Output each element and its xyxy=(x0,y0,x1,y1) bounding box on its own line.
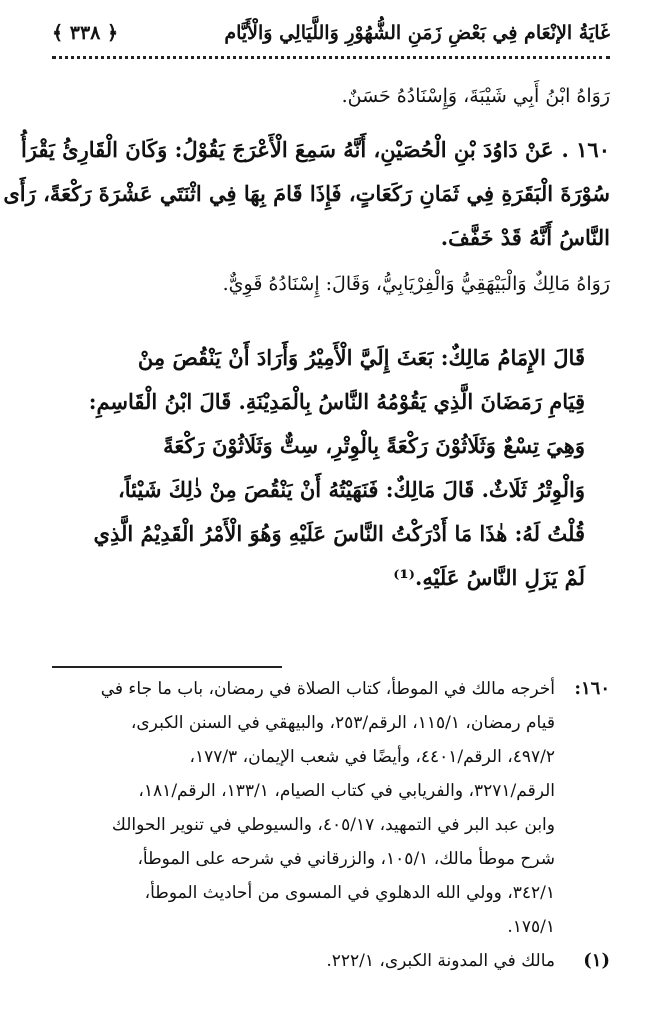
footnote-line: ٤٩٧/٢، الرقم/٤٤٠١، وأيضًا في شعب الإيمان، ١٧٧/٣، xyxy=(189,747,555,767)
attribution-line: رَوَاهُ مَالِكٌ وَالْبَيْهَقِيُّ وَالْفِرْيَابِيُّ، وَقَالَ: إِسْنَادُهُ قَوِيٌّ. xyxy=(222,273,610,295)
footnote-line: شرح موطأ مالك، ١٠٥/١، والزرقاني في شرحه على الموطأ، xyxy=(137,849,555,869)
footnote-line: ٣٤٢/١، وولي الله الدهلوي في المسوى من أحاديث الموطأ، xyxy=(144,883,555,903)
footnote-line: أخرجه مالك في الموطأ، كتاب الصلاة في رمضان، باب ما جاء في xyxy=(100,679,555,699)
page-number: ﴿ ٣٣٨ ﴾ xyxy=(52,22,119,44)
hadith-160 xyxy=(3,128,610,260)
page-header xyxy=(52,14,610,54)
malik-quote xyxy=(62,336,585,600)
footnote-line: وابن عبد البر في التمهيد، ٤٠٥/١٧، والسيوطي في تنوير الحوالك xyxy=(111,815,555,835)
hadith-text: عَنْ دَاوُدَ بْنِ الْحُصَيْنِ، أَنَّهُ سَمِعَ الْأَعْرَجَ يَقُوْلُ: وَكَانَ الْقَارِئُ يَقْرَأُ xyxy=(20,137,554,162)
footnote-marker: ١٦٠: xyxy=(574,678,610,699)
footnote-line: مالك في المدونة الكبرى، ٢٢٢/١. xyxy=(326,951,555,971)
footnote-line: ١٧٥/١. xyxy=(507,917,555,937)
attribution-line: رَوَاهُ ابْنُ أَبِي شَيْبَةَ، وَإِسْنَادُهُ حَسَنٌ. xyxy=(341,85,610,107)
footnotes xyxy=(52,672,610,978)
quote-line: وَهِيَ تِسْعٌ وَثَلَاثُوْنَ رَكْعَةً بِالْوِتْرِ، سِتٌّ وَثَلَاثُوْنَ رَكْعَةً xyxy=(163,433,585,458)
hadith-line: النَّاسُ أَنَّهُ قَدْ خَفَّفَ. xyxy=(440,225,610,250)
quote-line: قِيَامِ رَمَضَانَ الَّذِي يَقُوْمُهُ النَّاسُ بِالْمَدِيْنَةِ. قَالَ ابْنُ الْقَاسِمِ: xyxy=(88,389,585,414)
header-dotted-rule xyxy=(52,56,610,59)
previous-attribution xyxy=(52,74,610,118)
quote-line: وَالْوِتْرُ ثَلَاثٌ. قَالَ مَالِكٌ: فَنَهَيْتُهُ أَنْ يَنْقُصَ مِنْ ذٰلِكَ شَيْئاً، xyxy=(117,477,585,502)
footnote-marker: (١) xyxy=(583,950,610,971)
footnote-160 xyxy=(52,672,610,944)
footnote-body xyxy=(52,672,555,944)
hadith-line: سُوْرَةَ الْبَقَرَةِ فِي ثَمَانِ رَكَعَاتٍ، فَإِذَا قَامَ بِهَا فِي اثْنَتَي عَشْرَةَ رَكْعَةً، رَأَى xyxy=(3,181,610,206)
footnote-line: قيام رمضان، ١١٥/١، الرقم/٢٥٣، والبيهقي في السنن الكبرى، xyxy=(130,713,555,733)
hadith-number: ١٦٠ . xyxy=(561,137,610,162)
footnote-line: الرقم/٣٢٧١، والفريابي في كتاب الصيام، ١٣٣/١، الرقم/١٨١، xyxy=(138,781,555,801)
footnote-separator xyxy=(52,666,282,668)
quote-line: قُلْتُ لَهُ: هٰذَا مَا أَدْرَكْتُ النَّاسَ عَلَيْهِ وَهُوَ الْأَمْرُ الْقَدِيْمُ الَّذِي xyxy=(93,521,585,546)
quote-line: لَمْ يَزَلِ النَّاسُ عَلَيْهِ.⁽¹⁾ xyxy=(393,565,585,590)
running-title: غَايَةُ الإنْعَام فِي بَعْضِ زَمَنِ الشُّهُوْرِ وَاللَّيَالِي وَالْأَيَّام xyxy=(224,22,610,44)
footnote-body xyxy=(52,944,555,978)
hadith-line xyxy=(20,128,610,172)
footnote-1 xyxy=(52,944,610,978)
quote-line: قَالَ الإِمَامُ مَالِكٌ: بَعَثَ إِلَيَّ الْأَمِيْرُ وَأَرَادَ أَنْ يَنْقُصَ مِنْ xyxy=(137,345,585,370)
hadith-attribution xyxy=(52,262,610,306)
